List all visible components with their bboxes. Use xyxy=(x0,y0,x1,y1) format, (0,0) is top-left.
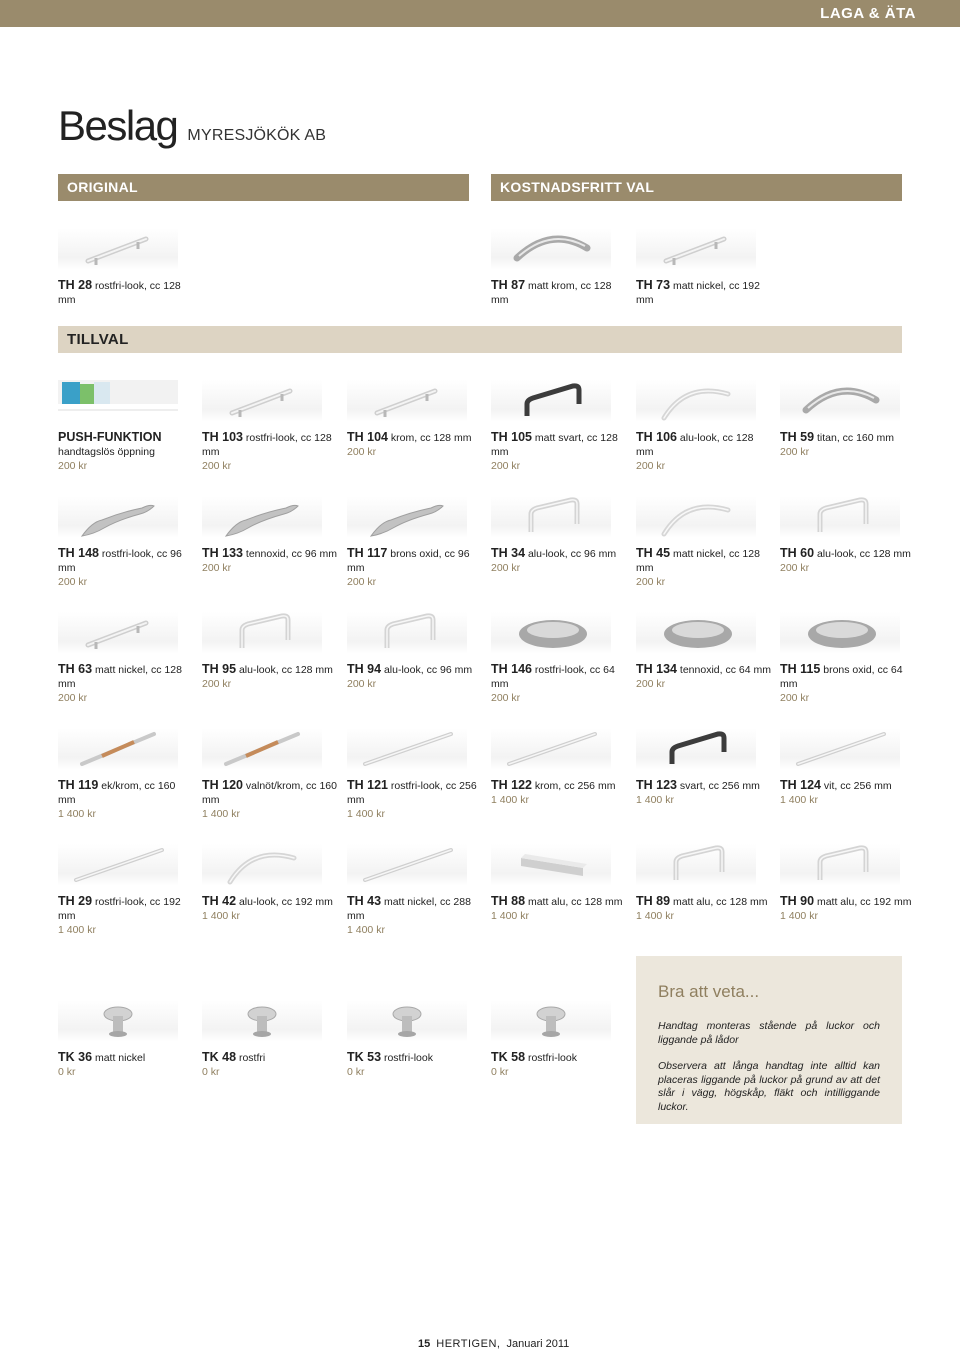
product-code: TH 148 xyxy=(58,546,99,560)
product-description: alu-look, cc 128 mm xyxy=(238,664,333,676)
product-price: 1 400 kr xyxy=(347,808,385,820)
black-bracket-handle-icon xyxy=(636,728,756,770)
section-kostnadsfritt: KOSTNADSFRITT VAL xyxy=(491,174,902,201)
product-description: rostfri-look, cc 64 mm xyxy=(491,664,615,690)
product-price: 200 kr xyxy=(347,446,377,458)
page-title-sub: MYRESJÖKÖK AB xyxy=(187,127,327,144)
section-label: LAGA & ÄTA xyxy=(820,5,916,22)
product-text xyxy=(202,778,338,821)
product-price: 1 400 kr xyxy=(202,808,240,820)
ornate-handle-icon xyxy=(202,496,322,538)
product-text xyxy=(780,778,916,807)
product-description: alu-look, cc 96 mm xyxy=(383,664,473,676)
product-code: TH 123 xyxy=(636,778,677,792)
product-description: brons oxid, cc 96 mm xyxy=(347,548,470,574)
section-tillval: TILLVAL xyxy=(58,326,902,353)
knob-icon xyxy=(491,1000,611,1042)
product-description: tennoxid, cc 96 mm xyxy=(245,548,337,560)
product-description: rostfri-look, cc 256 mm xyxy=(347,780,477,806)
product-code: TH 45 xyxy=(636,546,671,560)
product-code: TH 105 xyxy=(491,430,532,444)
page-footer xyxy=(418,1338,569,1350)
product-text xyxy=(491,778,627,807)
product-code: TH 87 xyxy=(491,278,526,292)
product-text xyxy=(347,778,483,821)
product-description: ek/krom, cc 160 mm xyxy=(58,780,176,806)
product-price: 1 400 kr xyxy=(202,910,240,922)
product-price: 200 kr xyxy=(202,678,232,690)
product-price: 200 kr xyxy=(58,576,88,588)
product-price: 0 kr xyxy=(347,1066,365,1078)
footer-date: Januari 2011 xyxy=(506,1338,570,1350)
product-description: matt nickel, cc 128 mm xyxy=(636,548,760,574)
product-code: TH 95 xyxy=(202,662,237,676)
long-bar-handle-icon xyxy=(58,844,178,886)
product-description: alu-look, cc 96 mm xyxy=(527,548,617,560)
product-description: krom, cc 256 mm xyxy=(534,780,616,792)
product-description: brons oxid, cc 64 mm xyxy=(780,664,903,690)
bracket-handle-icon xyxy=(636,844,756,886)
product-code: TH 134 xyxy=(636,662,677,676)
product-price: 200 kr xyxy=(780,562,810,574)
product-text xyxy=(347,430,483,459)
product-text xyxy=(636,778,772,807)
product-text xyxy=(58,430,194,473)
ornate-handle-icon xyxy=(347,496,467,538)
product-text xyxy=(202,546,338,575)
product-price: 200 kr xyxy=(58,692,88,704)
product-description: handtagslös öppning xyxy=(58,446,155,458)
product-code: TH 94 xyxy=(347,662,382,676)
wood-bar-handle-icon xyxy=(202,728,322,770)
product-code: TH 89 xyxy=(636,894,671,908)
black-bracket-handle-icon xyxy=(491,380,611,422)
product-text xyxy=(347,546,483,589)
product-description: rostfri-look, cc 128 mm xyxy=(202,432,332,458)
arc-handle-icon xyxy=(636,496,756,538)
section-original: ORIGINAL xyxy=(58,174,469,201)
product-code: TH 73 xyxy=(636,278,671,292)
product-text xyxy=(58,778,194,821)
product-description: svart, cc 256 mm xyxy=(679,780,760,792)
product-price: 200 kr xyxy=(347,576,377,588)
product-code: TH 119 xyxy=(58,778,99,792)
footer-brand: HERTIGEN, xyxy=(436,1338,501,1350)
product-price: 200 kr xyxy=(347,678,377,690)
product-code: TH 106 xyxy=(636,430,677,444)
product-description: vit, cc 256 mm xyxy=(823,780,892,792)
product-code: TH 124 xyxy=(780,778,821,792)
product-code: TH 103 xyxy=(202,430,243,444)
product-code: TH 146 xyxy=(491,662,532,676)
product-code: TH 42 xyxy=(202,894,237,908)
product-price: 200 kr xyxy=(491,460,521,472)
product-description: rostfri-look, cc 192 mm xyxy=(58,896,181,922)
product-code: TH 117 xyxy=(347,546,388,560)
product-text xyxy=(202,430,338,473)
bar-handle-icon xyxy=(58,228,178,270)
product-price: 1 400 kr xyxy=(780,794,818,806)
bar-handle-icon xyxy=(58,612,178,654)
ornate-handle-icon xyxy=(58,496,178,538)
product-code: TK 58 xyxy=(491,1050,526,1064)
knob-icon xyxy=(347,1000,467,1042)
product-description: alu-look, cc 128 mm xyxy=(636,432,754,458)
product-description: alu-look, cc 192 mm xyxy=(238,896,333,908)
product-description: rostfri-look xyxy=(383,1052,433,1064)
product-text xyxy=(58,662,194,705)
product-text xyxy=(780,894,916,923)
product-price: 0 kr xyxy=(58,1066,76,1078)
cup-handle-icon xyxy=(636,612,756,654)
product-price: 1 400 kr xyxy=(636,910,674,922)
product-price: 200 kr xyxy=(780,692,810,704)
product-description: titan, cc 160 mm xyxy=(816,432,894,444)
product-code: TH 63 xyxy=(58,662,93,676)
product-text xyxy=(347,1050,483,1079)
square-bar-handle-icon xyxy=(491,844,611,886)
cup-handle-icon xyxy=(780,612,900,654)
product-text xyxy=(780,430,916,459)
bracket-handle-icon xyxy=(780,496,900,538)
product-text xyxy=(202,894,338,923)
product-code: TH 115 xyxy=(780,662,821,676)
product-description: alu-look, cc 128 mm xyxy=(816,548,911,560)
product-text xyxy=(202,662,338,691)
product-code: TH 60 xyxy=(780,546,815,560)
product-code: TH 120 xyxy=(202,778,243,792)
arc-handle-icon xyxy=(202,844,322,886)
product-description: tennoxid, cc 64 mm xyxy=(679,664,771,676)
product-price: 200 kr xyxy=(636,678,666,690)
long-bar-handle-icon xyxy=(780,728,900,770)
product-text xyxy=(58,278,194,307)
product-price: 200 kr xyxy=(491,692,521,704)
product-code: TH 133 xyxy=(202,546,243,560)
cup-handle-icon xyxy=(491,612,611,654)
product-text xyxy=(491,662,627,705)
product-code: TK 53 xyxy=(347,1050,382,1064)
product-code: TK 36 xyxy=(58,1050,93,1064)
product-price: 200 kr xyxy=(636,460,666,472)
product-price: 1 400 kr xyxy=(347,924,385,936)
product-description: matt svart, cc 128 mm xyxy=(491,432,618,458)
product-text xyxy=(636,430,772,473)
product-description: matt alu, cc 128 mm xyxy=(527,896,623,908)
long-bar-handle-icon xyxy=(347,844,467,886)
info-heading: Bra att veta... xyxy=(658,982,760,1001)
product-code: TH 104 xyxy=(347,430,388,444)
product-text xyxy=(491,1050,627,1079)
product-text xyxy=(202,1050,338,1079)
page-title-main: Beslag xyxy=(58,102,178,149)
bracket-handle-icon xyxy=(202,612,322,654)
product-text xyxy=(491,894,627,923)
product-code: TK 48 xyxy=(202,1050,237,1064)
product-text xyxy=(58,894,194,937)
product-price: 1 400 kr xyxy=(491,910,529,922)
info-paragraph-2: Observera att långa handtag inte alltid kan placeras liggande på luckor på grund av att det slår i vägg, högskåp, fläkt och intilliggande luckor. xyxy=(658,1060,880,1113)
bow-handle-icon xyxy=(491,228,611,270)
product-code: TH 28 xyxy=(58,278,93,292)
product-code: TH 59 xyxy=(780,430,815,444)
product-price: 200 kr xyxy=(780,446,810,458)
product-price: 1 400 kr xyxy=(636,794,674,806)
bar-handle-icon xyxy=(347,380,467,422)
product-description: rostfri-look, cc 96 mm xyxy=(58,548,182,574)
product-description: rostfri xyxy=(238,1052,266,1064)
product-description: matt nickel xyxy=(94,1052,146,1064)
product-code: TH 90 xyxy=(780,894,815,908)
product-text xyxy=(636,894,772,923)
product-description: valnöt/krom, cc 160 mm xyxy=(202,780,337,806)
bar-handle-icon xyxy=(202,380,322,422)
long-bar-handle-icon xyxy=(347,728,467,770)
product-price: 200 kr xyxy=(636,576,666,588)
knob-icon xyxy=(58,1000,178,1042)
product-text xyxy=(58,546,194,589)
product-price: 1 400 kr xyxy=(58,924,96,936)
product-code: TH 121 xyxy=(347,778,388,792)
product-price: 200 kr xyxy=(202,562,232,574)
product-price: 1 400 kr xyxy=(58,808,96,820)
product-text xyxy=(636,662,772,691)
product-price: 0 kr xyxy=(491,1066,509,1078)
bracket-handle-icon xyxy=(780,844,900,886)
info-paragraph-1: Handtag monteras stående på luckor och liggande på lådor xyxy=(658,1020,880,1046)
knob-icon xyxy=(202,1000,322,1042)
product-price: 1 400 kr xyxy=(780,910,818,922)
product-text xyxy=(491,546,627,575)
product-price: 200 kr xyxy=(58,460,88,472)
product-code: TH 29 xyxy=(58,894,93,908)
product-description: rostfri-look xyxy=(527,1052,577,1064)
product-description: matt krom, cc 128 mm xyxy=(491,280,612,306)
product-description: matt alu, cc 128 mm xyxy=(672,896,768,908)
product-code: TH 122 xyxy=(491,778,532,792)
product-code: TH 88 xyxy=(491,894,526,908)
product-code: TH 34 xyxy=(491,546,526,560)
product-text xyxy=(636,546,772,589)
info-box xyxy=(636,956,902,1124)
product-text xyxy=(636,278,772,307)
product-text xyxy=(491,278,627,307)
product-code: PUSH-FUNKTION xyxy=(58,430,162,444)
product-text xyxy=(780,662,916,705)
product-text xyxy=(491,430,627,473)
product-text xyxy=(347,662,483,691)
product-description: matt nickel, cc 288 mm xyxy=(347,896,471,922)
bracket-handle-icon xyxy=(491,496,611,538)
product-price: 1 400 kr xyxy=(491,794,529,806)
product-description: matt nickel, cc 192 mm xyxy=(636,280,760,306)
wood-bar-handle-icon xyxy=(58,728,178,770)
bracket-handle-icon xyxy=(347,612,467,654)
product-text xyxy=(347,894,483,937)
long-bar-handle-icon xyxy=(491,728,611,770)
page-number: 15 xyxy=(418,1338,431,1350)
product-code: TH 43 xyxy=(347,894,382,908)
product-price: 200 kr xyxy=(202,460,232,472)
bow-handle-icon xyxy=(780,380,900,422)
push-photo-icon xyxy=(58,380,178,422)
page-title xyxy=(58,102,326,150)
product-text xyxy=(58,1050,194,1079)
product-description: matt alu, cc 192 mm xyxy=(816,896,912,908)
product-description: rostfri-look, cc 128 mm xyxy=(58,280,181,306)
product-price: 0 kr xyxy=(202,1066,220,1078)
product-description: matt nickel, cc 128 mm xyxy=(58,664,182,690)
product-text xyxy=(780,546,916,575)
top-bar xyxy=(0,0,960,27)
product-price: 200 kr xyxy=(491,562,521,574)
bar-handle-icon xyxy=(636,228,756,270)
arc-handle-icon xyxy=(636,380,756,422)
product-description: krom, cc 128 mm xyxy=(390,432,472,444)
